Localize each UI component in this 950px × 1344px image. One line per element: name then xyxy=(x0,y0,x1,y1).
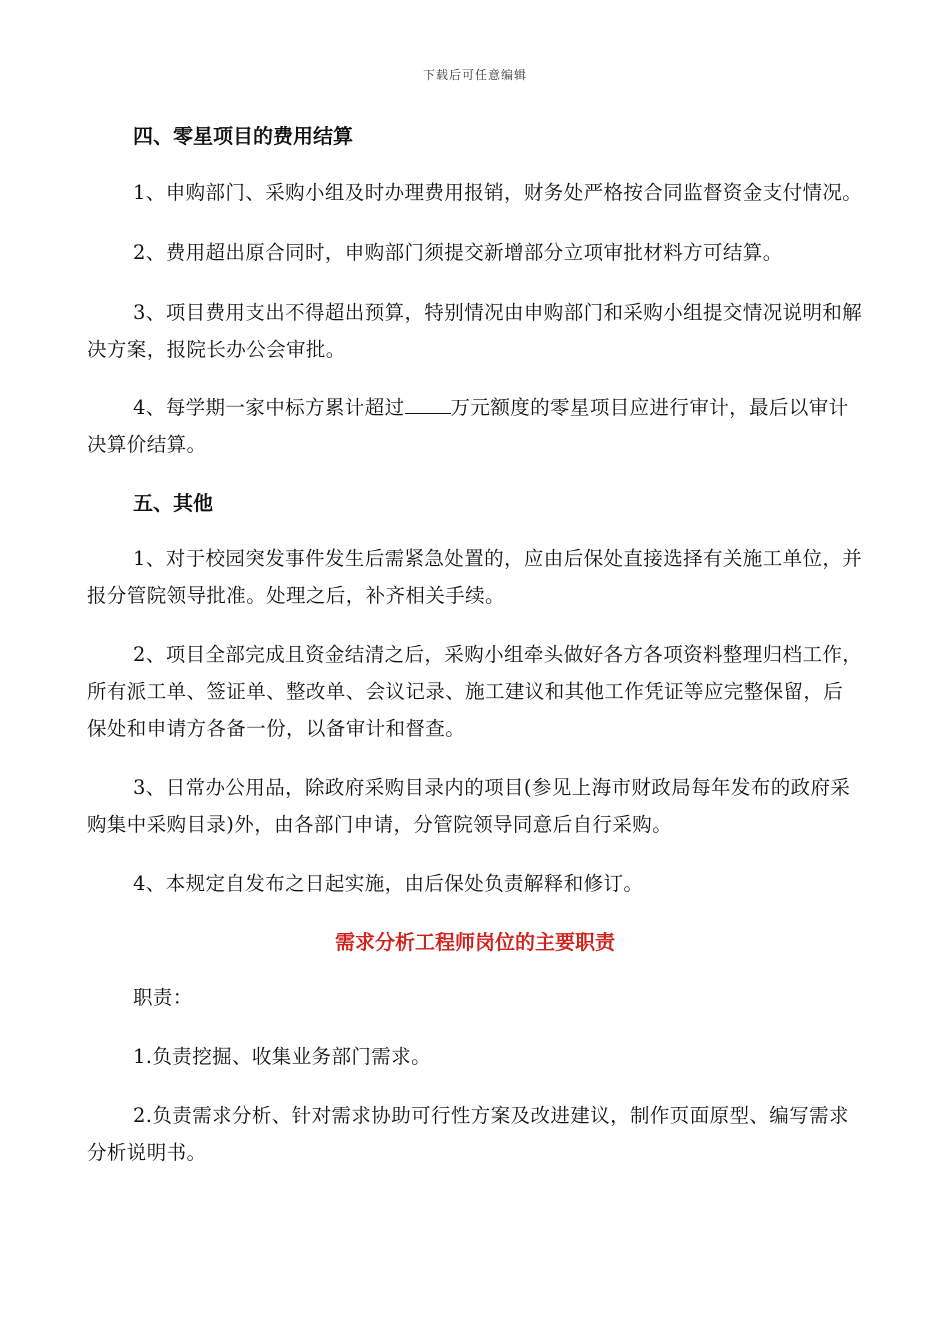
section4-item-2: 2、费用超出原合同时，申购部门须提交新增部分立项审批材料方可结算。 xyxy=(133,241,783,264)
section5-item-2: 2、项目全部完成且资金结清之后，采购小组牵头做好各方各项资料整理归档工作，所有派工单、签证单、整改单、会议记录、施工建议和其他工作凭证等应完整保留，后保处和申请方各备一份，以备审计和督查。 xyxy=(87,643,863,740)
job-title: 需求分析工程师岗位的主要职责 xyxy=(335,930,615,954)
section4-item-3: 3、项目费用支出不得超出预算，特别情况由申购部门和采购小组提交情况说明和解决方案，报院长办公会审批。 xyxy=(87,301,863,361)
section4-item-4-start: 4、每学期一家中标方累计超过 xyxy=(133,396,405,419)
section5-item-4: 4、本规定自发布之日起实施，由后保处负责解释和修订。 xyxy=(133,872,644,895)
job-item-2: 2.负责需求分析、针对需求协助可行性方案及改进建议，制作页面原型、编写需求分析说明书。 xyxy=(87,1104,849,1164)
section4-item-1: 1、申购部门、采购小组及时办理费用报销，财务处严格按合同监督资金支付情况。 xyxy=(133,181,863,204)
document-body xyxy=(87,118,863,1171)
section5-heading: 五、其他 xyxy=(133,491,213,515)
job-item-1: 1.负责挖掘、收集业务部门需求。 xyxy=(133,1045,432,1068)
job-responsibilities-label: 职责： xyxy=(133,986,193,1009)
section4-item-4-end: 万元额度的零星项目应进行审计，最后以审计决算价结算。 xyxy=(87,396,849,456)
section4-item-4 xyxy=(87,389,863,463)
section4-heading: 四、零星项目的费用结算 xyxy=(133,124,353,148)
page-header-note: 下载后可任意编辑 xyxy=(422,68,527,82)
section5-item-1: 1、对于校园突发事件发生后需紧急处置的，应由后保处直接选择有关施工单位，并报分管院领导批准。处理之后，补齐相关手续。 xyxy=(87,547,863,607)
section5-item-3: 3、日常办公用品，除政府采购目录内的项目(参见上海市财政局每年发布的政府采购集中采购目录)外，由各部门申请，分管院领导同意后自行采购。 xyxy=(87,776,851,836)
fill-in-blank xyxy=(405,395,451,414)
